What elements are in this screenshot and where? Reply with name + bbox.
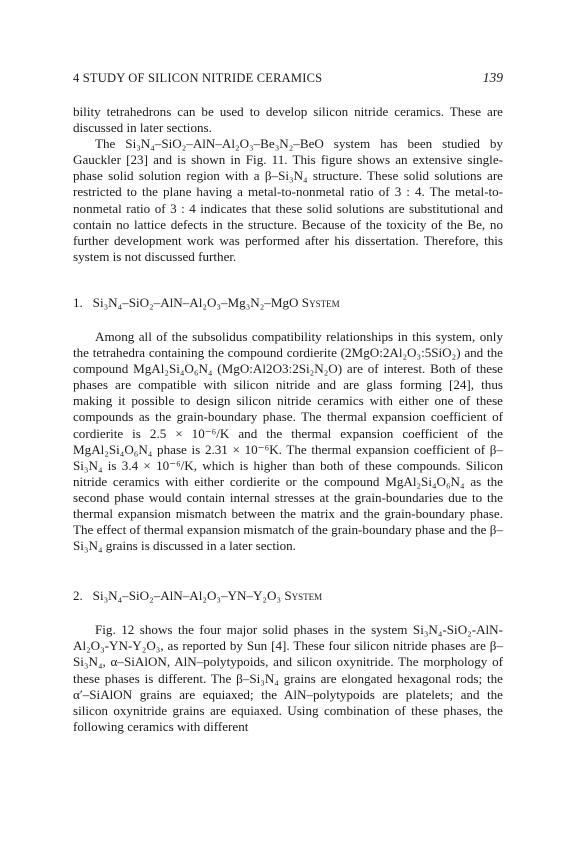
intro-paragraph-be-system: The Si₃N₄–SiO₂–AlN–Al₂O₃–Be₃N₂–BeO system has been studied by Gauckler [23] and is shown in Fig. 11. This figure shows an extensive single-phase solid solution region with a β–Si₃N₄ structure. These solid solutions are restricted to the plane having a metal-to-nonmetal ratio of 3 : 4. The metal-to-nonmetal ratio of 3 : 4 indicates that these solid solutions are substitutional and contain no lattice defects in the structure. Because of the toxicity of the Be, no further development work was performed after his dissertation. Therefore, this system is not discussed further. xyxy=(73,136,503,264)
section-2-paragraph: Fig. 12 shows the four major solid phases in the system Si₃N₄-SiO₂-AlN-Al₂O₃-YN-Y₂O₃, as reported by Sun [4]. These four silicon nitride phases are β–Si₃N₄, α–SiAlON, AlN–polytypoids, and silicon oxynitride. The morphology of these phases is different. The β–Si₃N₄ grains are elongated hexagonal rods; the α′–SiAlON grains are equiaxed; the AlN–polytypoids are platelets; and the silicon oxynitride grains are equiaxed. Using combination of these phases, the following ceramics with different xyxy=(73,622,503,734)
intro-block xyxy=(73,104,503,265)
section-1-number: 1. xyxy=(73,294,83,310)
running-head xyxy=(73,70,503,92)
section-1-formula: Si₃N₄–SiO₂–AlN–Al₂O₃–Mg₃N₂–MgO xyxy=(92,294,299,310)
intro-paragraph-continued: bility tetrahedrons can be used to develop silicon nitride ceramics. These are discussed in later sections. xyxy=(73,104,503,136)
section-2-label: System xyxy=(284,588,323,604)
page-body xyxy=(73,70,503,735)
section-2-formula: Si₃N₄–SiO₂–AlN–Al₂O₃–YN–Y₂O₃ xyxy=(92,588,282,604)
section-1-heading xyxy=(73,295,503,311)
section-1-label: System xyxy=(301,294,340,310)
page-number: 139 xyxy=(482,70,503,85)
section-1-paragraph: Among all of the subsolidus compatibility relationships in this system, only the tetrahedra containing the compound cordierite (2MgO:2Al₂O₃:5SiO₂) and the compound MgAl₂Si₄O₆N₄ (MgO:Al2O3:2Si₂N₂O) are of interest. Both of these phases are compatible with silicon nitride and are glass forming [24], thus making it possible to design silicon nitride ceramics with either one of these compounds as the grain-boundary phase. The thermal expansion coefficient of cordierite is 2.5 × 10⁻⁶/K and the thermal expansion coefficient of the MgAl₂Si₄O₆N₄ phase is 2.31 × 10⁻⁶K. The thermal expansion coefficient of β–Si₃N₄ is 3.4 × 10⁻⁶/K, which is higher than both of these compounds. Silicon nitride ceramics with either cordierite or the compound MgAl₂Si₄O₆N₄ as the second phase would contain internal stresses at the grain-boundaries due to the thermal expansion mismatch between the matrix and the grain-boundary phase. The effect of thermal expansion mismatch of the grain-boundary phase and the β–Si₃N₄ grains is discussed in a later section. xyxy=(73,328,503,554)
running-title: 4 STUDY OF SILICON NITRIDE CERAMICS xyxy=(73,71,323,85)
section-2-number: 2. xyxy=(73,588,83,604)
section-2-heading xyxy=(73,588,503,604)
